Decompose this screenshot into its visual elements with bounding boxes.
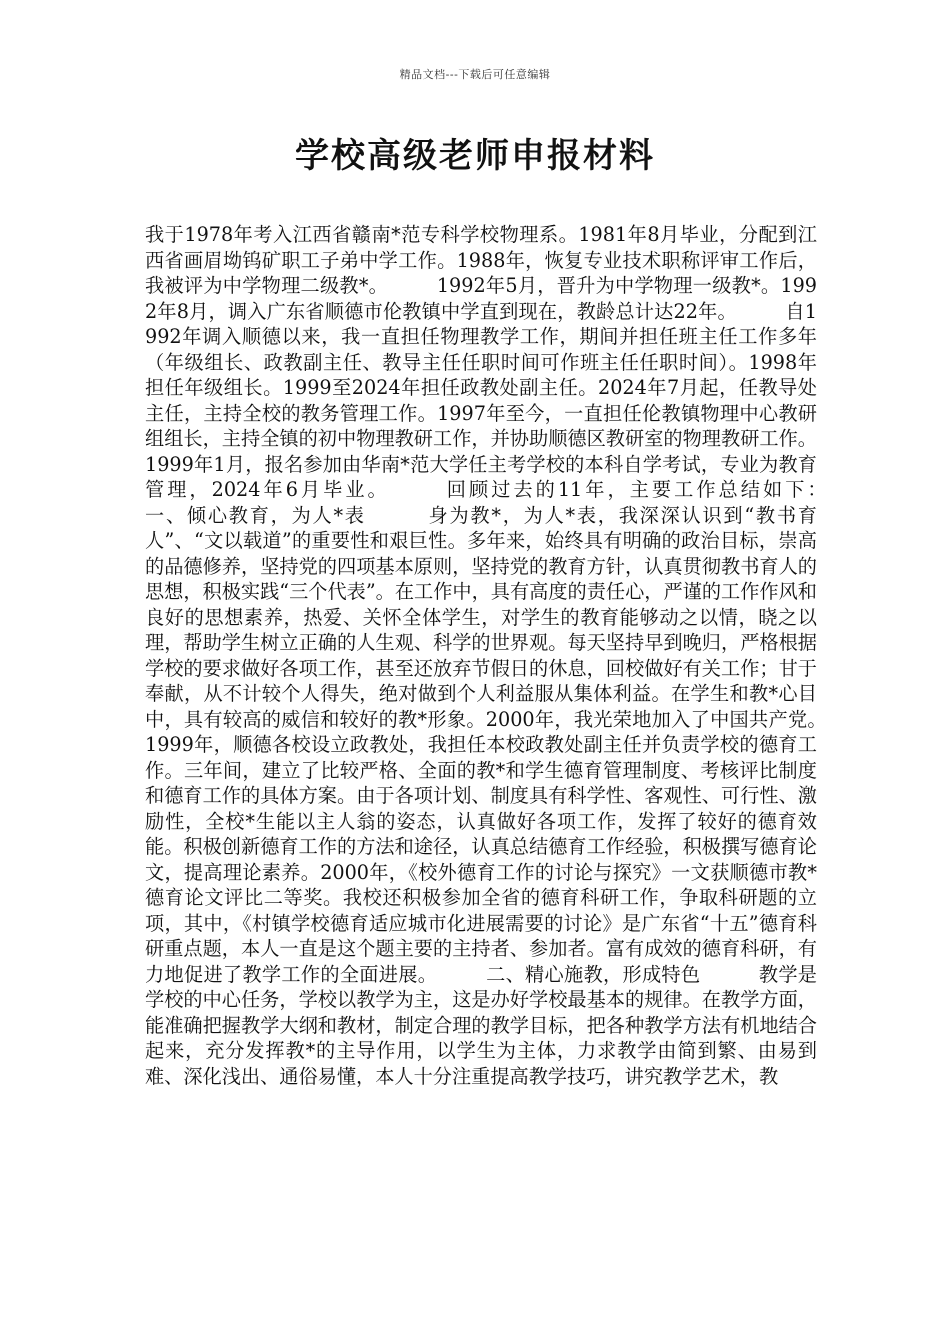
document-title: 学校高级老师申报材料 <box>295 136 655 176</box>
body-paragraph: 我于1978年考入江西省赣南*范专科学校物理系。1981年8月毕业，分配到江西省画眉坳钨矿职工子弟中学工作。1988年，恢复专业技术职称评审工作后，我被评为中学物理二级教*。 1992年5月，晋升为中学物理一级教*。1992年8月，调入广东省顺德市伦教镇中学直到现在，教龄总计达22年。 自1992年调入顺德以来，我一直担任物理教学工作，期间并担任班主任工作多年（年级组长、政教副主任、教导主任任职时间可作班主任任职时间）。1998年担任年级组长。1999至2024年担任政教处副主任。2024年7月起，任教导处主任，主持全校的教务管理工作。1997年至今，一直担任伦教镇物理中心教研组组长，主持全镇的初中物理教研工作，并协助顺德区教研室的物理教研工作。1999年1月，报名参加由华南*范大学任主考学校的本科自学考试，专业为教育管理，2024年6月毕业。 回顾过去的11年，主要工作总结如下： 一、倾心教育，为人*表 身为教*，为人*表，我深深认识到“教书育人”、“文以载道”的重要性和艰巨性。多年来，始终具有明确的政治目标，崇高的品德修养，坚持党的四项基本原则，坚持党的教育方针，认真贯彻教书育人的思想，积极实践“三个代表”。在工作中，具有高度的责任心，严谨的工作作风和良好的思想素养，热爱、关怀全体学生，对学生的教育能够动之以情，晓之以理，帮助学生树立正确的人生观、科学的世界观。每天坚持早到晚归，严格根据学校的要求做好各项工作，甚至还放弃节假日的休息，回校做好有关工作；甘于奉献，从不计较个人得失，绝对做到个人利益服从集体利益。在学生和教*心目中，具有较高的威信和较好的教*形象。2000年，我光荣地加入了中国共产党。 1999年，顺德各校设立政教处，我担任本校政教处副主任并负责学校的德育工作。三年间，建立了比较严格、全面的教*和学生德育管理制度、考核评比制度和德育工作的具体方案。由于各项计划、制度具有科学性、客观性、可行性、激励性，全校*生能以主人翁的姿态，认真做好各项工作，发挥了较好的德育效能。积极创新德育工作的方法和途径，认真总结德育工作经验，积极撰写德育论文，提高理论素养。2000年，《校外德育工作的讨论与探究》一文获顺德市教*德育论文评比二等奖。我校还积极参加全省的德育科研工作，争取科研题的立项，其中，《村镇学校德育适应城市化进展需要的讨论》是广东省“十五”德育科研重点题，本人一直是这个题主要的主持者、参加者。富有成效的德育科研，有力地促进了教学工作的全面进展。 二、精心施教，形成特色 教学是学校的中心任务，学校以教学为主，这是办好学校最基本的规律。在教学方面，能准确把握教学大纲和教材，制定合理的教学目标，把各种教学方法有机地结合起来，充分发挥教*的主导作用，以学生为主体，力求教学由简到繁、由易到难、深化浅出、通俗易懂，本人十分注重提高教学技巧，讲究教学艺术，教 <box>145 223 875 1088</box>
header-note: 精品文档---下载后可任意编辑 <box>399 68 551 81</box>
